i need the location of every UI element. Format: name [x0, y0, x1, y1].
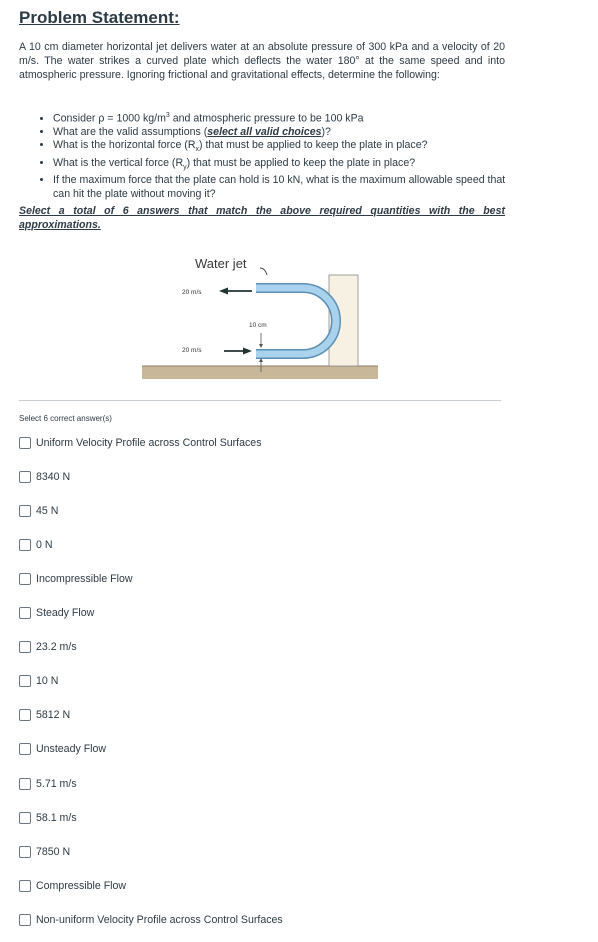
checkbox[interactable] — [19, 778, 31, 790]
option-compressible-flow[interactable]: Compressible Flow — [19, 878, 126, 894]
checkbox[interactable] — [19, 505, 31, 517]
checkbox[interactable] — [19, 914, 31, 926]
checkbox[interactable] — [19, 573, 31, 585]
option-7850-n[interactable]: 7850 N — [19, 844, 70, 860]
checkbox[interactable] — [19, 607, 31, 619]
option-unsteady-flow[interactable]: Unsteady Flow — [19, 741, 106, 757]
option-5-71-ms[interactable]: 5.71 m/s — [19, 776, 77, 792]
option-45-n[interactable]: 45 N — [19, 503, 58, 519]
checkbox[interactable] — [19, 846, 31, 858]
water-jet-figure — [138, 248, 382, 388]
requirements-list — [36, 109, 523, 201]
checkbox[interactable] — [19, 437, 31, 449]
answer-instruction: Select 6 correct answer(s) — [19, 414, 112, 423]
select-instruction-note: Select a total of 6 answers that match the above required quantities with the best approximations. — [19, 205, 505, 231]
bullet-density: • Consider ρ = 1000 $kg/m^3$ and atmospheric pressure to be 100 kPa — [53, 109, 523, 126]
checkbox[interactable] — [19, 709, 31, 721]
diameter-label: 10 cm — [249, 322, 267, 329]
checkbox[interactable] — [19, 471, 31, 483]
checkbox[interactable] — [19, 641, 31, 653]
title-leader — [260, 268, 267, 275]
option-58-1-ms[interactable]: 58.1 m/s — [19, 810, 77, 826]
problem-paragraph: A 10 cm diameter horizontal jet delivers water at an absolute pressure of 300 kPa and a velocity of 20 m/s. The water strikes a curved plate which deflects the water 180° at the same speed and into atmospheric pressure. Ignoring frictional and gravitational effects, determine the following: — [19, 41, 505, 81]
checkbox[interactable] — [19, 675, 31, 687]
bullet-max-speed: • If the maximum force that the plate can hold is 10 kN, what is the maximum allowable speed that can hit the plate without moving it? — [53, 174, 523, 201]
option-23-2-ms[interactable]: 23.2 m/s — [19, 639, 77, 655]
checkbox[interactable] — [19, 880, 31, 892]
checkbox[interactable] — [19, 539, 31, 551]
bullet-vertical-force: • What is the vertical force $(R_y)$ that must be applied to keep the plate in place? — [53, 157, 523, 175]
section-divider — [19, 400, 501, 401]
bullet-horizontal-force: • What is the horizontal force $(R_x)$ that must be applied to keep the plate in place? — [53, 139, 523, 157]
option-nonuniform-velocity[interactable]: Non-uniform Velocity Profile across Control Surfaces — [19, 912, 283, 928]
bullet-assumptions: • What are the valid assumptions (select all valid choices)? — [53, 126, 523, 139]
checkbox[interactable] — [19, 812, 31, 824]
ground — [142, 366, 378, 379]
option-incompressible-flow[interactable]: Incompressible Flow — [19, 571, 133, 587]
bottom-velocity-label: 20 m/s — [182, 347, 202, 354]
problem-heading: Problem Statement: — [19, 8, 180, 27]
option-10-n[interactable]: 10 N — [19, 673, 58, 689]
checkbox[interactable] — [19, 743, 31, 755]
option-0-n[interactable]: 0 N — [19, 537, 53, 553]
option-5812-n[interactable]: 5812 N — [19, 707, 70, 723]
option-8340-n[interactable]: 8340 N — [19, 469, 70, 485]
option-steady-flow[interactable]: Steady Flow — [19, 605, 94, 621]
top-velocity-label: 20 m/s — [182, 289, 202, 296]
option-uniform-velocity[interactable]: Uniform Velocity Profile across Control Surfaces — [19, 435, 262, 451]
figure-title: Water jet — [195, 256, 247, 271]
